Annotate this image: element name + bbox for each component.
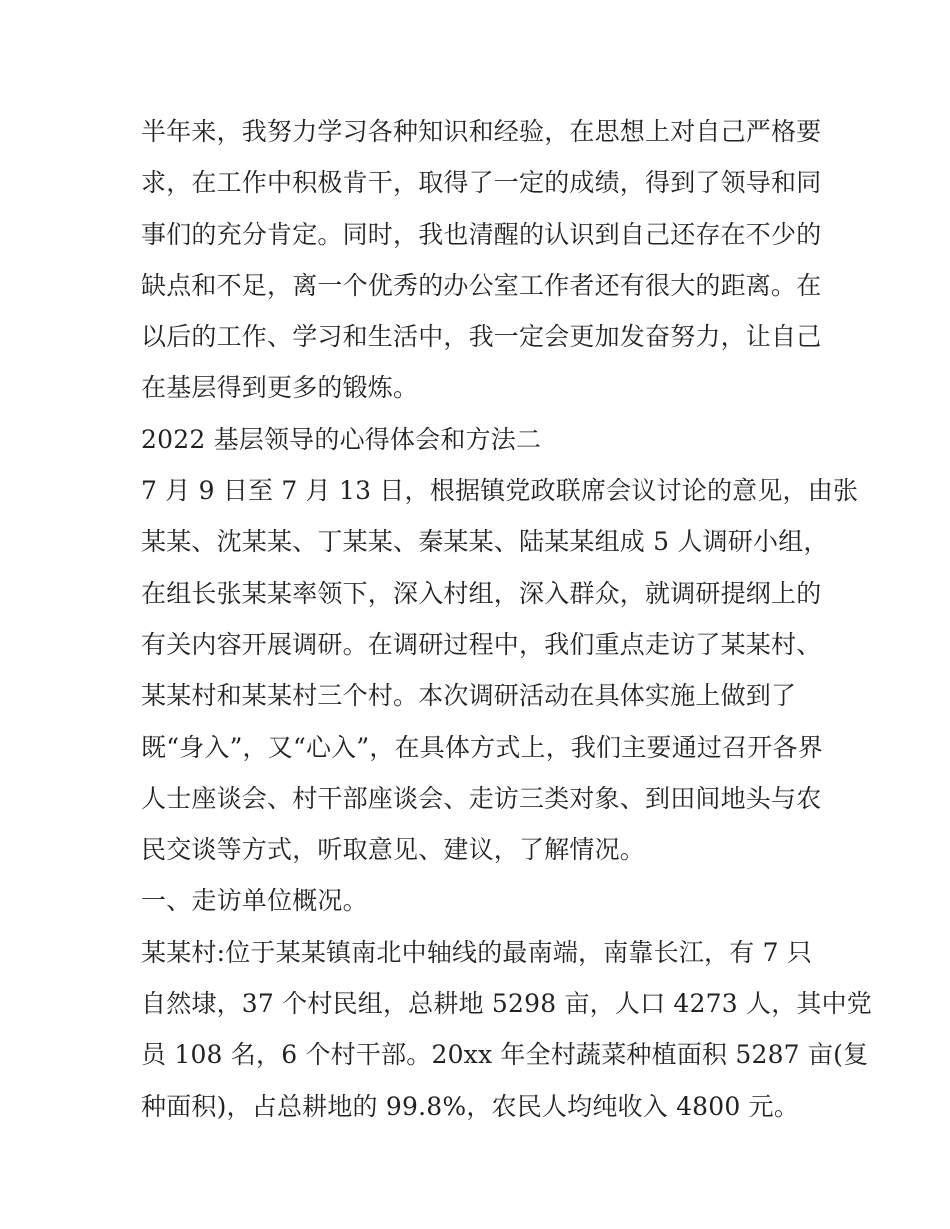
text-line: 7 月 9 日至 7 月 13 日，根据镇党政联席会议讨论的意见，由张 [141, 476, 859, 506]
text-line: 事们的充分肯定。同时，我也清醒的认识到自己还存在不少的 [141, 219, 822, 249]
text-line: 在基层得到更多的锻炼。 [141, 373, 419, 403]
text-line: 某某、沈某某、丁某某、秦某某、陆某某组成 5 人调研小组， [141, 527, 829, 557]
text-line: 自然埭，37 个村民组，总耕地 5298 亩，人口 4273 人，其中党 [141, 989, 872, 1019]
text-line: 半年来，我努力学习各种知识和经验，在思想上对自己严格要 [141, 117, 822, 146]
text-line: 某某村和某某村三个村。本次调研活动在具体实施上做到了 [141, 681, 797, 711]
text-line: 缺点和不足，离一个优秀的办公室工作者还有很大的距离。在 [141, 270, 822, 300]
paragraph-summary [141, 106, 821, 414]
document-body [141, 106, 872, 1132]
text-line: 人士座谈会、村干部座谈会、走访三类对象、到田间地头与农 [141, 783, 822, 813]
text-line: 在组长张某某率领下，深入村组，深入群众，就调研提纲上的 [141, 578, 822, 608]
text-line: 求，在工作中积极肯干，取得了一定的成绩，得到了领导和同 [141, 168, 822, 198]
text-line: 民交谈等方式，听取意见、建议，了解情况。 [141, 835, 646, 865]
text-line: 以后的工作、学习和生活中，我一定会更加发奋努力，让自己 [141, 322, 822, 352]
text-line: 某某村:位于某某镇南北中轴线的最南端，南靠长江，有 7 只 [141, 937, 813, 967]
paragraph-research-intro [141, 465, 859, 875]
paragraph-village-overview [141, 927, 872, 1132]
section-title [141, 414, 821, 465]
text-line: 有关内容开展调研。在调研过程中，我们重点走访了某某村、 [141, 629, 822, 659]
text-line: 既“身入”，又“心入”，在具体方式上，我们主要通过召开各界 [141, 732, 823, 762]
text-line: 种面积)，占总耕地的 99.8%，农民人均纯收入 4800 元。 [141, 1091, 800, 1121]
section-title-text: 2022 基层领导的心得体会和方法二 [141, 424, 542, 454]
subsection-heading [141, 875, 821, 926]
subsection-heading-text: 一、走访单位概况。 [141, 886, 368, 916]
text-line: 员 108 名，6 个村干部。20xx 年全村蔬菜种植面积 5287 亩(复 [141, 1040, 869, 1070]
